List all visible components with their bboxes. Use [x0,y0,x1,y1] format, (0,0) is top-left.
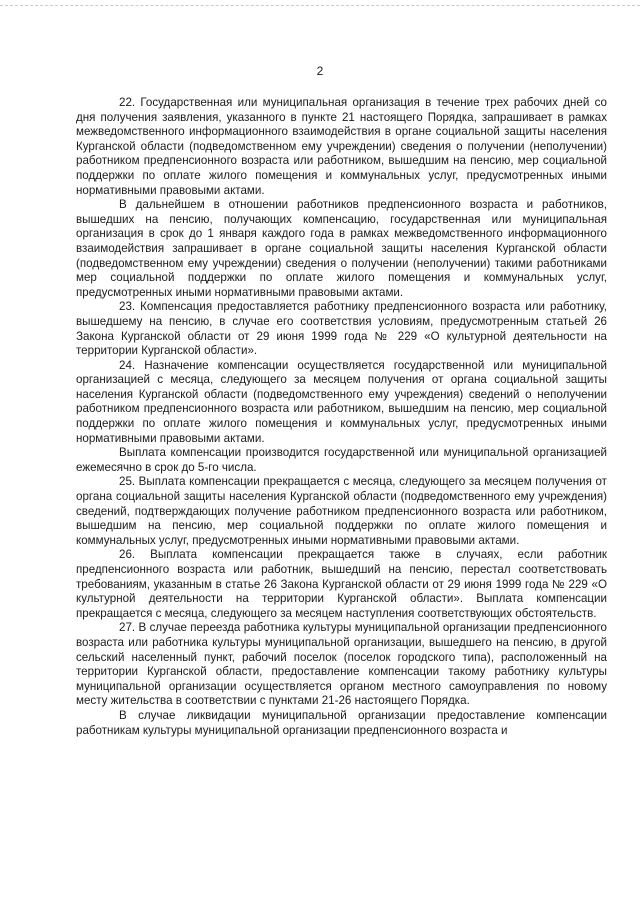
scan-edge-line [0,5,640,6]
paragraph-25: 25. Выплата компенсации прекращается с месяца, следующего за месяцем получения от органа социальной защиты населения Курганской области (подведомственного ему учреждения) сведений, подтверждающих получение работником предпенсионного возраста или работником, вышедшим на пенсию, мер социальной поддержки по оплате жилого помещения и коммунальных услуг, предусмотренных иными нормативными правовыми актами. [76,475,607,547]
paragraph-27-liquidation: В случае ликвидации муниципальной организации предоставление компенсации работникам культуры муниципальной организации предпенсионного возраста и [76,708,607,737]
paragraph-24: 24. Назначение компенсации осуществляется государственной или муниципальной организацией с месяца, следующего за месяцем получения от органа социальной защиты населения Курганской области (подведомственного ему учреждения) сведений о неполучении работником предпенсионного возраста или работником, вышедшим на пенсию, мер социальной поддержки по оплате жилого помещения и коммунальных услуг, предусмотренных иными нормативными правовыми актами. [76,358,607,445]
paragraph-22: 22. Государственная или муниципальная организация в течение трех рабочих дней со дня получения заявления, указанного в пункте 21 настоящего Порядка, запрашивает в рамках межведомственного информационного взаимодействия в органе социальной защиты населения Курганской области (подведомственном ему учреждении) сведения о получении (неполучении) работником предпенсионного возраста или работником, вышедшим на пенсию, мер социальной поддержки по оплате жилого помещения и коммунальных услуг, предусмотренных иными нормативными правовыми актами. [76,96,607,197]
paragraph-23: 23. Компенсация предоставляется работнику предпенсионного возраста или работнику, вышедшему на пенсию, в случае его соответствия условиям, предусмотренным статьей 26 Закона Курганской области от 29 июня 1999 года № 229 «О культурной деятельности на территории Курганской области». [76,300,607,358]
page-number: 2 [316,64,324,78]
paragraph-22-continued: В дальнейшем в отношении работников предпенсионного возраста и работников, вышедших на пенсию, получающих компенсацию, государственная или муниципальная организация в срок до 1 января каждого года в рамках межведомственного информационного взаимодействия запрашивает в органе социальной защиты населения Курганской области (подведомственном ему учреждении) сведения о получении (неполучении) такими работниками мер социальной поддержки по оплате жилого помещения и коммунальных услуг, предусмотренных иными нормативными правовыми актами. [76,198,607,299]
paragraph-26: 26. Выплата компенсации прекращается также в случаях, если работник предпенсионного возраста или работник, вышедший на пенсию, перестал соответствовать требованиям, указанным в статье 26 Закона Курганской области от 29 июня 1999 года № 229 «О культурной деятельности на территории Курганской области». Выплата компенсации прекращается с месяца, следующего за месяцем наступления соответствующих обстоятельств. [76,548,607,620]
paragraph-24-payment: Выплата компенсации производится государственной или муниципальной организацией ежемесячно в срок до 5-го числа. [76,446,607,474]
document-body [76,96,607,738]
paragraph-27: 27. В случае переезда работника культуры муниципальной организации предпенсионного возраста или работника культуры муниципальной организации, вышедшего на пенсию, в другой сельский населенный пункт, рабочий поселок (поселок городского типа), расположенный на территории Курганской области, предоставление компенсации такому работнику культуры муниципальной организации осуществляется органом местного самоуправления по новому месту жительства в соответствии с пунктами 21-26 настоящего Порядка. [76,621,607,708]
